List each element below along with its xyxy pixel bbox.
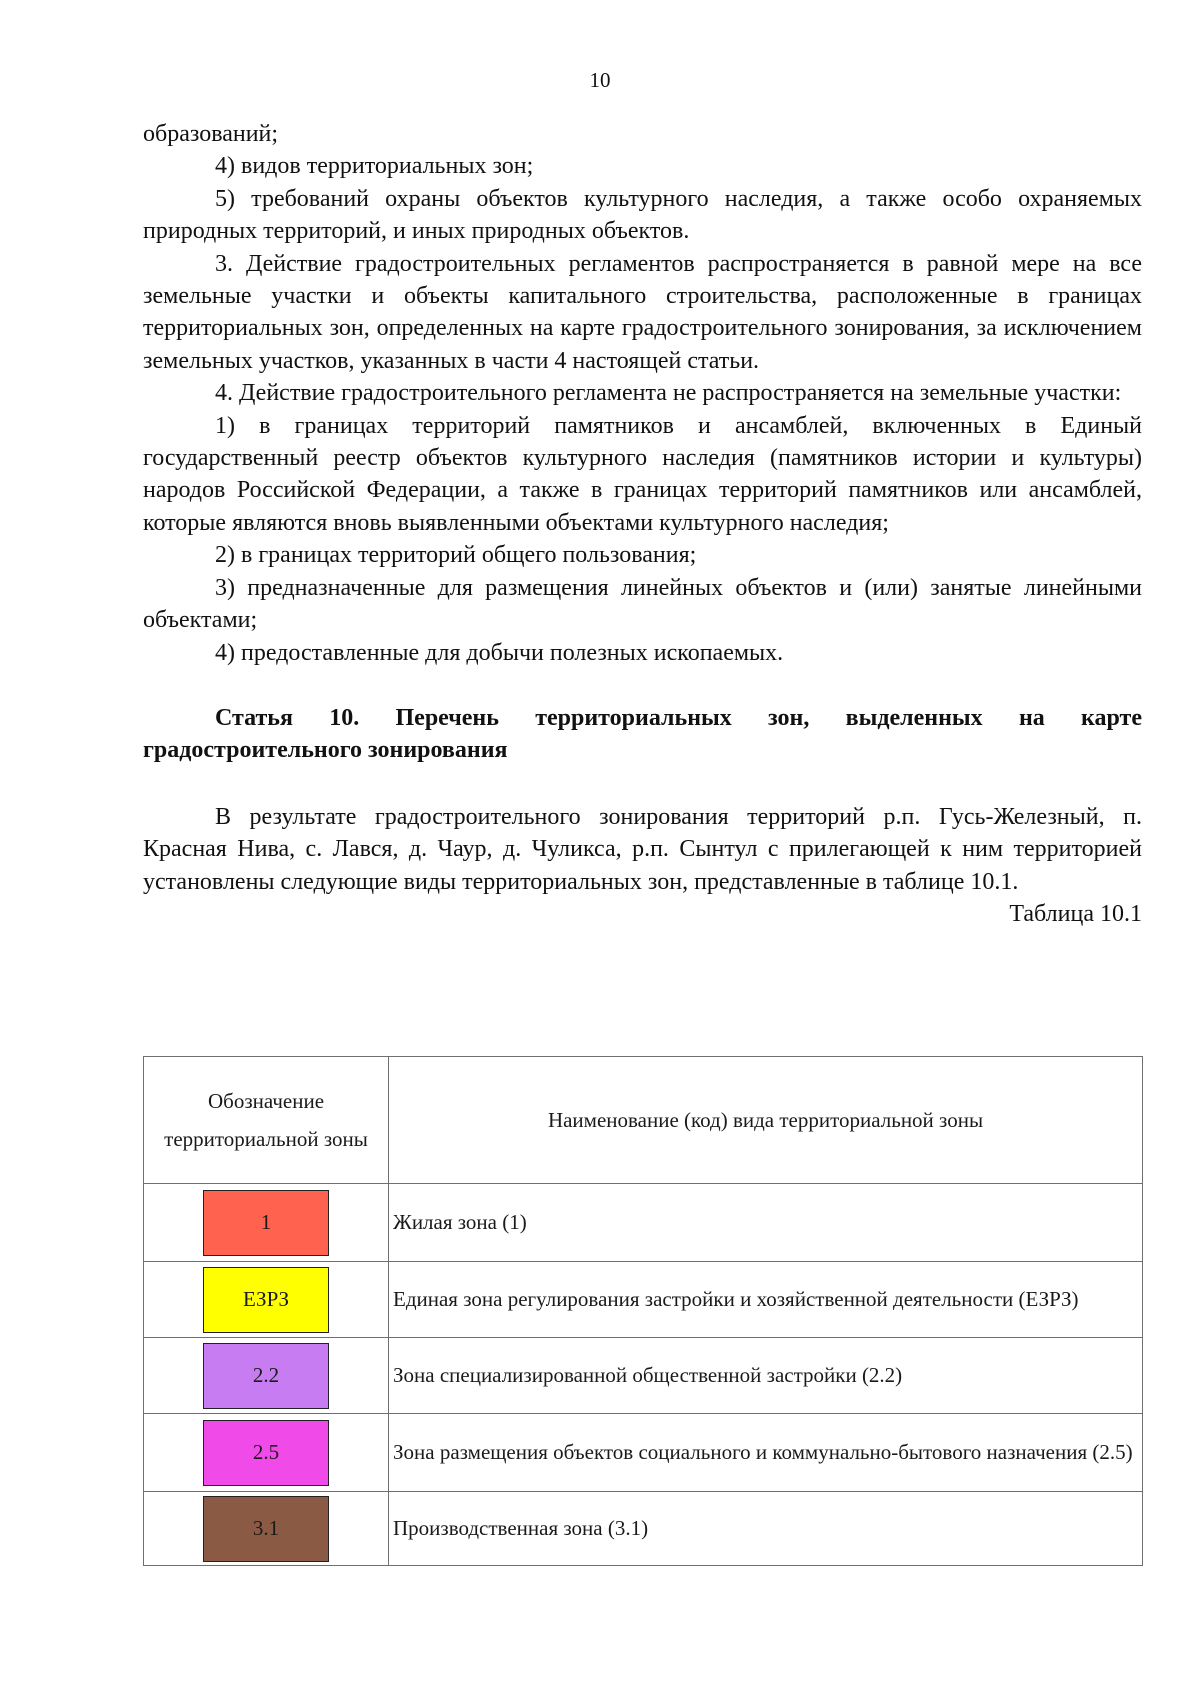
table-caption: Таблица 10.1 [1009,900,1142,927]
table-row [144,1338,1143,1414]
table-header-row [144,1057,1143,1184]
zone-code-cell [144,1262,389,1338]
zone-color-swatch: ЕЗРЗ [203,1267,329,1333]
table-row [144,1492,1143,1566]
zone-name-cell: Жилая зона (1) [389,1184,1143,1262]
paragraph-continuation: образований; [143,121,279,147]
zone-code-cell [144,1338,389,1414]
body-text [143,118,1142,930]
zone-color-swatch: 2.2 [203,1343,329,1409]
subitem-1: 1) в границах территорий памятников и ансамблей, включенных в Единый государственный реестр объектов культурного наследия (памятников истории и культуры) народов Российской Федерации, а также в границах территорий памятников или ансамблей, которые являются вновь выявленными объектами культурного наследия; [143,412,1142,536]
zone-code-cell [144,1414,389,1492]
subitem-4: 4) предоставленные для добычи полезных ископаемых. [215,639,784,666]
zone-color-swatch: 2.5 [203,1420,329,1486]
page-number: 10 [589,68,611,92]
paragraph-clause-3: 3. Действие градостроительных регламентов распространяется в равной мере на все земельные участки и объекты капитального строительства, расположенные в границах территориальных зон, определенных на карте градостроительного зонирования, за исключением земельных участков, указанных в части 4 настоящей статьи. [143,250,1142,374]
list-item-4: 4) видов территориальных зон; [215,153,534,180]
header-name: Наименование (код) вида территориальной зоны [389,1057,1143,1184]
table-row [144,1414,1143,1492]
zone-name-cell: Производственная зона (3.1) [389,1492,1143,1566]
subitem-2: 2) в границах территорий общего пользования; [215,542,697,569]
zone-name-cell: Зона специализированной общественной застройки (2.2) [389,1338,1143,1414]
article-intro: В результате градостроительного зонирования территорий р.п. Гусь-Железный, п. Красная Нива, с. Лався, д. Чаур, д. Чуликса, р.п. Сынтул с прилегающей к ним территорией установлены следующие виды территориальных зон, представленные в таблице 10.1. [143,803,1142,895]
zone-color-swatch: 3.1 [203,1496,329,1562]
article-heading: Статья 10. Перечень территориальных зон, выделенных на карте градостроительного зонирования [143,704,1142,764]
header-code: Обозначение территориальной зоны [144,1057,389,1184]
zone-code-cell [144,1492,389,1566]
list-item-5: 5) требований охраны объектов культурного наследия, а также особо охраняемых природных территорий, и иных природных объектов. [143,185,1142,245]
table-row [144,1184,1143,1262]
zone-name-cell: Единая зона регулирования застройки и хозяйственной деятельности (ЕЗРЗ) [389,1262,1143,1338]
zone-color-swatch: 1 [203,1190,329,1256]
subitem-3: 3) предназначенные для размещения линейных объектов и (или) занятые линейными объектами; [143,574,1142,634]
paragraph-clause-4: 4. Действие градостроительного регламента не распространяется на земельные участки: [215,380,1122,407]
zone-name-cell: Зона размещения объектов социального и коммунально-бытового назначения (2.5) [389,1414,1143,1492]
table-row [144,1262,1143,1338]
zone-code-cell [144,1184,389,1262]
zones-table [143,1056,1143,1566]
